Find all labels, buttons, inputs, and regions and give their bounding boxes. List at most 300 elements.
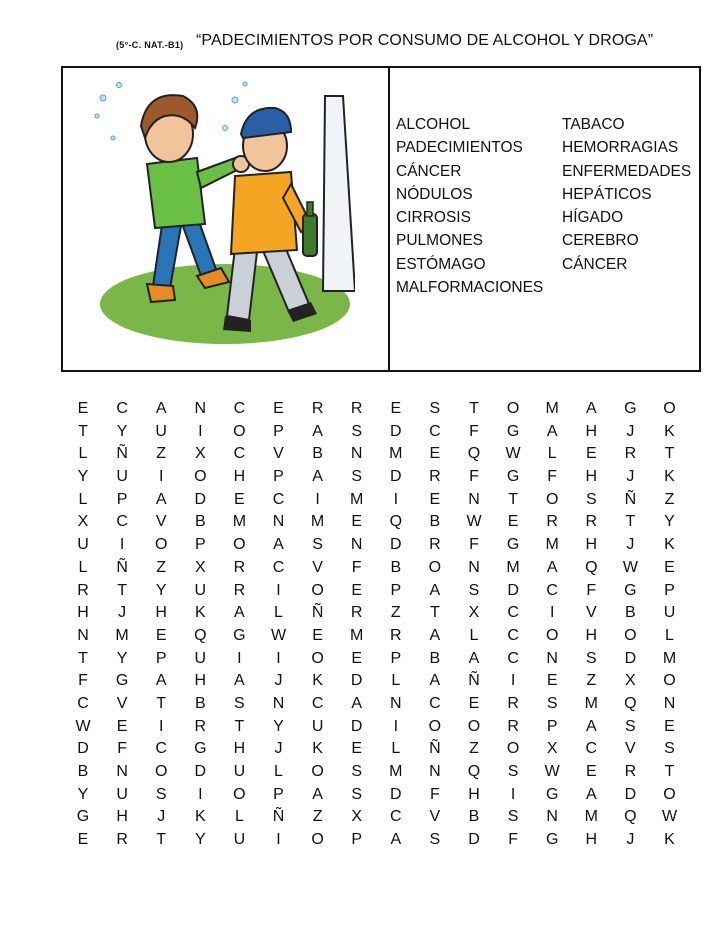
- grid-letter[interactable]: D: [194, 763, 207, 780]
- grid-letter[interactable]: A: [312, 422, 323, 440]
- grid-letter[interactable]: N: [546, 808, 558, 826]
- grid-letter[interactable]: I: [237, 649, 242, 667]
- grid-letter[interactable]: F: [117, 740, 127, 758]
- grid-letter[interactable]: U: [311, 717, 324, 735]
- grid-letter[interactable]: T: [117, 581, 127, 599]
- grid-letter[interactable]: X: [468, 604, 480, 622]
- grid-letter[interactable]: N: [272, 513, 285, 531]
- grid-letter[interactable]: W: [466, 513, 482, 531]
- grid-letter[interactable]: S: [429, 400, 441, 417]
- grid-letter[interactable]: O: [624, 626, 637, 644]
- grid-letter[interactable]: J: [157, 808, 166, 826]
- grid-letter[interactable]: H: [585, 831, 598, 849]
- grid-letter[interactable]: O: [311, 649, 324, 667]
- grid-letter[interactable]: P: [155, 649, 167, 667]
- grid-letter[interactable]: F: [547, 468, 558, 486]
- grid-letter[interactable]: C: [507, 626, 519, 644]
- grid-letter[interactable]: C: [390, 808, 402, 826]
- grid-letter[interactable]: L: [78, 445, 88, 463]
- grid-letter[interactable]: C: [116, 513, 128, 531]
- grid-letter[interactable]: I: [276, 649, 281, 667]
- grid-letter[interactable]: O: [545, 490, 559, 508]
- grid-letter[interactable]: T: [156, 694, 167, 712]
- grid-letter[interactable]: N: [546, 649, 558, 667]
- grid-letter[interactable]: X: [194, 558, 206, 576]
- grid-letter[interactable]: L: [547, 445, 557, 463]
- grid-letter[interactable]: S: [625, 717, 636, 735]
- grid-letter[interactable]: P: [116, 490, 128, 508]
- grid-letter[interactable]: B: [429, 513, 441, 531]
- grid-letter[interactable]: T: [469, 400, 479, 417]
- grid-letter[interactable]: L: [274, 604, 283, 622]
- grid-letter[interactable]: O: [506, 740, 520, 758]
- grid-letter[interactable]: M: [506, 558, 520, 576]
- grid-letter[interactable]: B: [625, 604, 636, 622]
- grid-letter[interactable]: K: [664, 468, 675, 486]
- grid-letter[interactable]: Q: [624, 808, 637, 826]
- grid-letter[interactable]: R: [585, 513, 598, 531]
- grid-letter[interactable]: N: [390, 694, 402, 712]
- grid-letter[interactable]: B: [390, 558, 402, 576]
- grid-letter[interactable]: Ñ: [116, 445, 128, 463]
- grid-letter[interactable]: H: [233, 468, 246, 486]
- grid-letter[interactable]: Ñ: [272, 808, 285, 826]
- grid-letter[interactable]: E: [155, 626, 167, 644]
- grid-letter[interactable]: G: [624, 581, 637, 599]
- grid-letter[interactable]: T: [156, 831, 167, 849]
- grid-letter[interactable]: F: [469, 422, 479, 440]
- grid-letter[interactable]: V: [116, 694, 128, 712]
- grid-letter[interactable]: R: [233, 558, 246, 576]
- grid-letter[interactable]: S: [351, 763, 363, 780]
- grid-letter[interactable]: L: [274, 763, 283, 780]
- grid-letter[interactable]: I: [119, 536, 125, 554]
- grid-letter[interactable]: V: [312, 558, 323, 576]
- grid-letter[interactable]: R: [624, 445, 637, 463]
- grid-letter[interactable]: C: [429, 422, 441, 440]
- grid-letter[interactable]: A: [429, 626, 441, 644]
- grid-letter[interactable]: Z: [156, 558, 167, 576]
- grid-letter[interactable]: O: [311, 831, 324, 849]
- grid-letter[interactable]: N: [116, 763, 128, 780]
- grid-letter[interactable]: C: [116, 400, 128, 417]
- grid-letter[interactable]: X: [351, 808, 363, 826]
- grid-letter[interactable]: K: [312, 740, 323, 758]
- grid-letter[interactable]: D: [624, 785, 637, 803]
- grid-letter[interactable]: E: [77, 400, 89, 417]
- grid-letter[interactable]: G: [506, 422, 520, 440]
- grid-letter[interactable]: N: [350, 445, 363, 463]
- grid-letter[interactable]: C: [155, 740, 167, 758]
- grid-letter[interactable]: R: [624, 763, 637, 780]
- grid-letter[interactable]: Ñ: [116, 558, 128, 576]
- grid-letter[interactable]: R: [429, 468, 441, 486]
- grid-letter[interactable]: O: [233, 422, 246, 440]
- grid-letter[interactable]: G: [194, 740, 207, 758]
- grid-letter[interactable]: K: [194, 808, 206, 826]
- grid-letter[interactable]: G: [506, 468, 520, 486]
- grid-letter[interactable]: D: [390, 785, 402, 803]
- grid-letter[interactable]: U: [194, 581, 207, 599]
- grid-letter[interactable]: P: [194, 536, 206, 554]
- grid-letter[interactable]: F: [351, 558, 362, 576]
- grid-letter[interactable]: D: [390, 536, 402, 554]
- grid-letter[interactable]: Z: [156, 445, 167, 463]
- grid-letter[interactable]: A: [429, 581, 441, 599]
- grid-letter[interactable]: J: [274, 740, 283, 758]
- grid-letter[interactable]: J: [626, 536, 635, 554]
- grid-letter[interactable]: A: [546, 558, 558, 576]
- grid-letter[interactable]: A: [585, 785, 597, 803]
- grid-letter[interactable]: A: [155, 400, 167, 417]
- grid-letter[interactable]: C: [507, 649, 519, 667]
- grid-letter[interactable]: M: [584, 808, 598, 826]
- grid-letter[interactable]: E: [116, 717, 128, 735]
- grid-letter[interactable]: T: [78, 422, 88, 440]
- grid-letter[interactable]: W: [661, 808, 678, 826]
- grid-letter[interactable]: N: [663, 694, 676, 712]
- grid-letter[interactable]: E: [351, 649, 363, 667]
- grid-letter[interactable]: C: [272, 490, 285, 508]
- grid-letter[interactable]: X: [194, 445, 206, 463]
- grid-letter[interactable]: E: [468, 694, 480, 712]
- grid-letter[interactable]: N: [468, 558, 480, 576]
- grid-letter[interactable]: C: [546, 581, 558, 599]
- grid-letter[interactable]: T: [664, 763, 675, 780]
- grid-letter[interactable]: P: [390, 581, 402, 599]
- grid-letter[interactable]: R: [311, 400, 324, 417]
- grid-letter[interactable]: L: [78, 558, 88, 576]
- grid-letter[interactable]: O: [428, 558, 442, 576]
- grid-letter[interactable]: I: [510, 785, 516, 803]
- grid-letter[interactable]: S: [507, 808, 519, 826]
- grid-letter[interactable]: S: [507, 763, 519, 780]
- grid-letter[interactable]: F: [430, 785, 440, 803]
- grid-letter[interactable]: H: [585, 422, 598, 440]
- grid-letter[interactable]: O: [311, 763, 324, 780]
- grid-letter[interactable]: A: [234, 604, 245, 622]
- grid-letter[interactable]: J: [118, 604, 127, 622]
- grid-letter[interactable]: F: [586, 581, 597, 599]
- grid-letter[interactable]: O: [154, 763, 168, 780]
- grid-letter[interactable]: V: [625, 740, 636, 758]
- grid-letter[interactable]: I: [158, 468, 164, 486]
- grid-letter[interactable]: M: [584, 694, 598, 712]
- grid-letter[interactable]: N: [468, 490, 480, 508]
- grid-letter[interactable]: R: [429, 536, 441, 554]
- grid-letter[interactable]: A: [312, 785, 323, 803]
- grid-letter[interactable]: Z: [586, 672, 597, 690]
- grid-letter[interactable]: O: [545, 626, 559, 644]
- grid-letter[interactable]: S: [546, 694, 558, 712]
- grid-letter[interactable]: H: [468, 785, 480, 803]
- grid-letter[interactable]: B: [194, 694, 206, 712]
- grid-letter[interactable]: M: [310, 513, 325, 531]
- grid-letter[interactable]: S: [351, 785, 363, 803]
- grid-letter[interactable]: E: [351, 581, 363, 599]
- grid-letter[interactable]: A: [429, 672, 441, 690]
- grid-letter[interactable]: J: [274, 672, 283, 690]
- grid-letter[interactable]: B: [312, 445, 323, 463]
- grid-letter[interactable]: Ñ: [468, 672, 480, 690]
- grid-letter[interactable]: I: [158, 717, 164, 735]
- grid-letter[interactable]: T: [430, 604, 440, 622]
- grid-letter[interactable]: G: [76, 808, 90, 826]
- grid-letter[interactable]: N: [429, 763, 441, 780]
- grid-letter[interactable]: E: [351, 513, 363, 531]
- grid-letter[interactable]: P: [273, 468, 284, 486]
- grid-letter[interactable]: C: [507, 604, 519, 622]
- grid-letter[interactable]: H: [585, 468, 598, 486]
- grid-letter[interactable]: R: [350, 400, 363, 417]
- grid-letter[interactable]: Z: [469, 740, 479, 758]
- grid-letter[interactable]: H: [194, 672, 207, 690]
- grid-letter[interactable]: V: [273, 445, 284, 463]
- grid-letter[interactable]: F: [78, 672, 88, 690]
- grid-letter[interactable]: B: [194, 513, 206, 531]
- grid-letter[interactable]: E: [429, 445, 441, 463]
- grid-letter[interactable]: Y: [194, 831, 206, 849]
- grid-letter[interactable]: L: [391, 672, 401, 690]
- grid-letter[interactable]: S: [155, 785, 167, 803]
- grid-letter[interactable]: D: [468, 831, 480, 849]
- grid-letter[interactable]: I: [393, 717, 399, 735]
- grid-letter[interactable]: D: [77, 740, 89, 758]
- grid-letter[interactable]: R: [507, 717, 519, 735]
- grid-letter[interactable]: R: [194, 717, 207, 735]
- grid-letter[interactable]: Q: [585, 558, 598, 576]
- grid-letter[interactable]: C: [272, 558, 285, 576]
- grid-letter[interactable]: A: [585, 400, 597, 417]
- grid-letter[interactable]: I: [198, 422, 203, 440]
- grid-letter[interactable]: R: [350, 604, 363, 622]
- grid-letter[interactable]: E: [546, 672, 558, 690]
- grid-letter[interactable]: L: [665, 626, 674, 644]
- grid-letter[interactable]: E: [664, 558, 675, 576]
- grid-letter[interactable]: Q: [194, 626, 207, 644]
- grid-letter[interactable]: L: [78, 490, 88, 508]
- grid-letter[interactable]: O: [506, 400, 520, 417]
- grid-letter[interactable]: S: [351, 422, 363, 440]
- grid-letter[interactable]: U: [233, 763, 246, 780]
- grid-letter[interactable]: O: [233, 536, 246, 554]
- grid-letter[interactable]: G: [233, 626, 246, 644]
- grid-letter[interactable]: O: [194, 468, 207, 486]
- grid-letter[interactable]: Q: [624, 694, 637, 712]
- grid-letter[interactable]: X: [77, 513, 89, 531]
- grid-letter[interactable]: H: [585, 536, 598, 554]
- grid-letter[interactable]: P: [273, 422, 284, 440]
- grid-letter[interactable]: K: [194, 604, 206, 622]
- grid-letter[interactable]: C: [429, 694, 441, 712]
- grid-letter[interactable]: S: [351, 468, 363, 486]
- grid-letter[interactable]: Z: [664, 490, 675, 508]
- grid-letter[interactable]: O: [663, 672, 676, 690]
- grid-letter[interactable]: O: [154, 536, 168, 554]
- grid-letter[interactable]: Y: [116, 649, 128, 667]
- grid-letter[interactable]: S: [429, 831, 441, 849]
- grid-letter[interactable]: U: [116, 468, 128, 486]
- grid-letter[interactable]: B: [77, 763, 89, 780]
- grid-letter[interactable]: C: [233, 400, 246, 417]
- grid-letter[interactable]: J: [626, 422, 635, 440]
- grid-letter[interactable]: I: [315, 490, 320, 508]
- grid-letter[interactable]: V: [585, 604, 597, 622]
- grid-letter[interactable]: M: [662, 649, 677, 667]
- grid-letter[interactable]: U: [194, 649, 207, 667]
- grid-letter[interactable]: I: [549, 604, 555, 622]
- grid-letter[interactable]: F: [469, 536, 479, 554]
- grid-letter[interactable]: K: [664, 536, 675, 554]
- grid-letter[interactable]: S: [585, 490, 597, 508]
- grid-letter[interactable]: N: [77, 626, 89, 644]
- grid-letter[interactable]: E: [429, 490, 441, 508]
- grid-letter[interactable]: S: [664, 740, 675, 758]
- grid-letter[interactable]: J: [626, 468, 635, 486]
- grid-letter[interactable]: A: [546, 422, 558, 440]
- grid-letter[interactable]: M: [389, 445, 403, 463]
- grid-letter[interactable]: K: [664, 422, 675, 440]
- grid-letter[interactable]: T: [664, 445, 675, 463]
- grid-letter[interactable]: I: [198, 785, 203, 803]
- grid-letter[interactable]: E: [273, 400, 284, 417]
- grid-letter[interactable]: Y: [77, 468, 89, 486]
- grid-letter[interactable]: C: [233, 445, 246, 463]
- grid-letter[interactable]: F: [469, 468, 479, 486]
- grid-letter[interactable]: O: [663, 400, 676, 417]
- grid-letter[interactable]: A: [155, 672, 167, 690]
- grid-letter[interactable]: A: [155, 490, 167, 508]
- grid-letter[interactable]: B: [429, 649, 441, 667]
- grid-letter[interactable]: S: [585, 649, 597, 667]
- grid-letter[interactable]: X: [625, 672, 636, 690]
- grid-letter[interactable]: T: [508, 490, 518, 508]
- grid-letter[interactable]: A: [468, 649, 480, 667]
- grid-letter[interactable]: L: [391, 740, 401, 758]
- grid-letter[interactable]: E: [390, 400, 402, 417]
- grid-letter[interactable]: H: [77, 604, 89, 622]
- grid-letter[interactable]: E: [234, 490, 245, 508]
- grid-letter[interactable]: O: [663, 785, 676, 803]
- grid-letter[interactable]: B: [468, 808, 480, 826]
- grid-letter[interactable]: Ñ: [624, 490, 637, 508]
- grid-letter[interactable]: N: [194, 400, 207, 417]
- grid-letter[interactable]: Y: [664, 513, 675, 531]
- grid-letter[interactable]: W: [622, 558, 638, 576]
- grid-letter[interactable]: H: [585, 626, 598, 644]
- grid-letter[interactable]: A: [234, 672, 245, 690]
- grid-letter[interactable]: H: [233, 740, 246, 758]
- grid-letter[interactable]: E: [77, 831, 89, 849]
- grid-letter[interactable]: W: [505, 445, 521, 463]
- grid-letter[interactable]: A: [312, 468, 323, 486]
- grid-letter[interactable]: Ñ: [311, 604, 324, 622]
- grid-letter[interactable]: D: [350, 717, 363, 735]
- grid-letter[interactable]: G: [545, 785, 559, 803]
- grid-letter[interactable]: T: [625, 513, 636, 531]
- grid-letter[interactable]: I: [510, 672, 516, 690]
- grid-letter[interactable]: U: [77, 536, 89, 554]
- grid-letter[interactable]: E: [351, 740, 363, 758]
- grid-letter[interactable]: G: [115, 672, 129, 690]
- grid-letter[interactable]: U: [663, 604, 676, 622]
- grid-letter[interactable]: K: [312, 672, 323, 690]
- grid-letter[interactable]: T: [78, 649, 88, 667]
- grid-letter[interactable]: E: [312, 626, 323, 644]
- grid-letter[interactable]: Y: [116, 422, 128, 440]
- grid-letter[interactable]: X: [546, 740, 558, 758]
- grid-letter[interactable]: A: [351, 694, 363, 712]
- grid-letter[interactable]: J: [626, 831, 635, 849]
- grid-letter[interactable]: R: [507, 694, 519, 712]
- grid-letter[interactable]: L: [469, 626, 479, 644]
- grid-letter[interactable]: O: [311, 581, 324, 599]
- grid-letter[interactable]: S: [312, 536, 323, 554]
- grid-letter[interactable]: O: [428, 717, 442, 735]
- grid-letter[interactable]: S: [234, 694, 245, 712]
- grid-letter[interactable]: V: [429, 808, 441, 826]
- grid-letter[interactable]: E: [507, 513, 519, 531]
- grid-letter[interactable]: R: [233, 581, 246, 599]
- grid-letter[interactable]: D: [194, 490, 207, 508]
- grid-letter[interactable]: M: [545, 536, 559, 554]
- grid-letter[interactable]: I: [276, 581, 281, 599]
- grid-letter[interactable]: D: [390, 468, 402, 486]
- grid-letter[interactable]: Y: [273, 717, 284, 735]
- grid-letter[interactable]: L: [234, 808, 244, 826]
- grid-letter[interactable]: W: [75, 717, 91, 735]
- grid-letter[interactable]: M: [350, 626, 364, 644]
- grid-letter[interactable]: G: [624, 400, 637, 417]
- grid-letter[interactable]: S: [468, 581, 480, 599]
- grid-letter[interactable]: E: [585, 445, 597, 463]
- grid-letter[interactable]: D: [507, 581, 519, 599]
- grid-letter[interactable]: O: [233, 785, 246, 803]
- grid-letter[interactable]: G: [545, 831, 559, 849]
- grid-letter[interactable]: M: [232, 513, 247, 531]
- grid-letter[interactable]: R: [546, 513, 558, 531]
- grid-letter[interactable]: Z: [312, 808, 323, 826]
- grid-letter[interactable]: C: [585, 740, 598, 758]
- grid-letter[interactable]: P: [546, 717, 558, 735]
- grid-letter[interactable]: P: [351, 831, 363, 849]
- grid-letter[interactable]: R: [116, 831, 128, 849]
- grid-letter[interactable]: D: [390, 422, 402, 440]
- grid-letter[interactable]: N: [272, 694, 285, 712]
- grid-letter[interactable]: P: [664, 581, 675, 599]
- grid-letter[interactable]: Z: [390, 604, 401, 622]
- grid-letter[interactable]: M: [115, 626, 129, 644]
- grid-letter[interactable]: Q: [467, 763, 481, 780]
- grid-letter[interactable]: H: [155, 604, 167, 622]
- grid-letter[interactable]: U: [116, 785, 128, 803]
- grid-letter[interactable]: R: [390, 626, 402, 644]
- grid-letter[interactable]: E: [585, 763, 597, 780]
- grid-letter[interactable]: Ñ: [429, 740, 441, 758]
- grid-letter[interactable]: M: [350, 490, 364, 508]
- grid-letter[interactable]: E: [664, 717, 675, 735]
- grid-letter[interactable]: G: [506, 536, 520, 554]
- grid-letter[interactable]: Q: [467, 445, 481, 463]
- grid-letter[interactable]: H: [116, 808, 128, 826]
- grid-letter[interactable]: I: [276, 831, 281, 849]
- grid-letter[interactable]: Y: [155, 581, 167, 599]
- grid-letter[interactable]: T: [234, 717, 245, 735]
- grid-letter[interactable]: C: [311, 694, 324, 712]
- grid-letter[interactable]: M: [389, 763, 403, 780]
- grid-letter[interactable]: A: [273, 536, 284, 554]
- grid-letter[interactable]: W: [270, 626, 287, 644]
